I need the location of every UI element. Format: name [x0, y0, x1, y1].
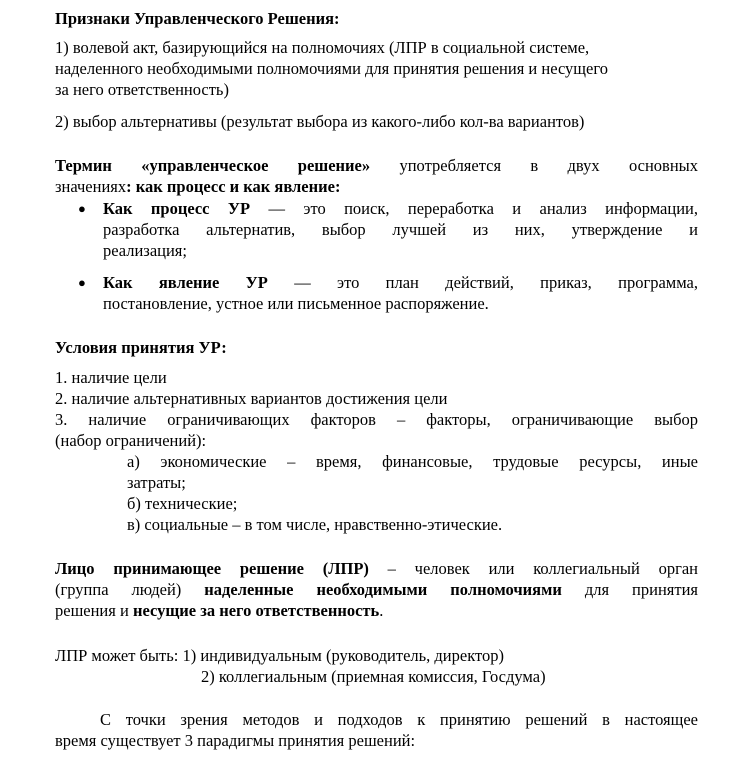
- sign-item-2: [55, 111, 698, 132]
- lpr-def-line-3: [55, 600, 698, 621]
- lpr-def-bold-2: наделенные необходимыми полномочиями: [204, 580, 562, 599]
- sign-item-1-line-1: 1) волевой акт, базирующийся на полномочиях (ЛПР в социальной системе,: [55, 38, 590, 57]
- paradigms-line-2: время существует 3 парадигмы принятия решений:: [55, 731, 416, 750]
- conditions-list: [55, 367, 698, 451]
- bullet-2-line-1: [103, 272, 698, 293]
- bullet-2-bold: Как явление УР: [103, 273, 268, 292]
- lpr-def-rest-1: – человек или коллегиальный орган: [368, 559, 698, 578]
- paradigms-paragraph: [55, 709, 698, 751]
- lpr-types-line-2: 2) коллегиальным (приемная комиссия, Госдума): [201, 667, 546, 686]
- condition-1: 1. наличие цели: [55, 368, 167, 387]
- term-bold-1: Термин «управленческое решение»: [55, 156, 371, 175]
- heading-conditions-text: Условия принятия УР:: [55, 338, 227, 357]
- subcondition-a: а) экономические – время, финансовые, трудовые ресурсы, иные: [127, 452, 698, 471]
- lpr-def-bold-1: Лицо принимающее решение (ЛПР): [55, 559, 369, 578]
- subcondition-b: б) технические;: [127, 494, 238, 513]
- bullet-marker-2: ●: [78, 275, 86, 290]
- lpr-def-plain-2a: (группа людей): [55, 580, 205, 599]
- lpr-def-line-1: [55, 558, 698, 579]
- bullet-2-line-2: постановление, устное или письменное распоряжение.: [103, 294, 489, 313]
- bullet-1-line-2: разработка альтернатив, выбор лучшей из них, утверждение и: [103, 220, 698, 239]
- bullet-1-line-1: [103, 198, 698, 219]
- term-rest-1: употребляется в двух основных: [370, 156, 698, 175]
- sign-item-2-text: 2) выбор альтернативы (результат выбора из какого-либо кол-ва вариантов): [55, 112, 585, 131]
- term-line-2-bold: : как процесс и как явление:: [126, 177, 341, 196]
- lpr-def-bold-3: несущие за него ответственность: [132, 601, 380, 620]
- bullet-item-2: [103, 272, 698, 314]
- condition-3-cont: (набор ограничений):: [55, 431, 207, 450]
- term-line-2: [55, 176, 698, 197]
- subcondition-c: в) социальные – в том числе, нравственно-этические.: [127, 515, 503, 534]
- lpr-types-line-1: ЛПР может быть: 1) индивидуальным (руководитель, директор): [55, 646, 504, 665]
- sign-item-1-line-2: наделенного необходимыми полномочиями для принятия решения и несущего: [55, 59, 608, 78]
- sign-item-1: [55, 37, 698, 100]
- subcondition-a-cont: затраты;: [127, 473, 186, 492]
- bullet-marker-1: ●: [78, 201, 86, 216]
- heading-signs: [55, 8, 698, 29]
- term-paragraph: [55, 155, 698, 197]
- bullet-1-line-3: реализация;: [103, 241, 187, 260]
- heading-signs-text: Признаки Управленческого Решения:: [55, 9, 340, 28]
- condition-3: 3. наличие ограничивающих факторов – факторы, ограничивающие выбор: [55, 410, 698, 429]
- lpr-def-plain-3b: .: [379, 601, 384, 620]
- heading-conditions: [55, 337, 698, 358]
- lpr-types-2: [201, 666, 701, 687]
- lpr-def-plain-2b: для принятия: [561, 580, 699, 599]
- bullet-item-1: [103, 198, 698, 261]
- bullet-1-rest: — это поиск, переработка и анализ информации,: [250, 199, 698, 218]
- term-line-2-plain: значениях: [55, 177, 127, 196]
- lpr-def-line-2: [55, 579, 698, 600]
- bullet-1-bold: Как процесс УР: [103, 199, 251, 218]
- subconditions-list: [127, 451, 698, 535]
- paradigms-line-1: С точки зрения методов и подходов к принятию решений в настоящее: [100, 710, 698, 729]
- bullet-2-rest: — это план действий, приказ, программа,: [267, 273, 699, 292]
- term-line-1: [55, 155, 698, 176]
- lpr-definition: [55, 558, 698, 621]
- lpr-types: [55, 645, 698, 666]
- lpr-def-plain-3a: решения и: [55, 601, 133, 620]
- condition-2: 2. наличие альтернативных вариантов достижения цели: [55, 389, 448, 408]
- sign-item-1-line-3: за него ответственность): [55, 80, 229, 99]
